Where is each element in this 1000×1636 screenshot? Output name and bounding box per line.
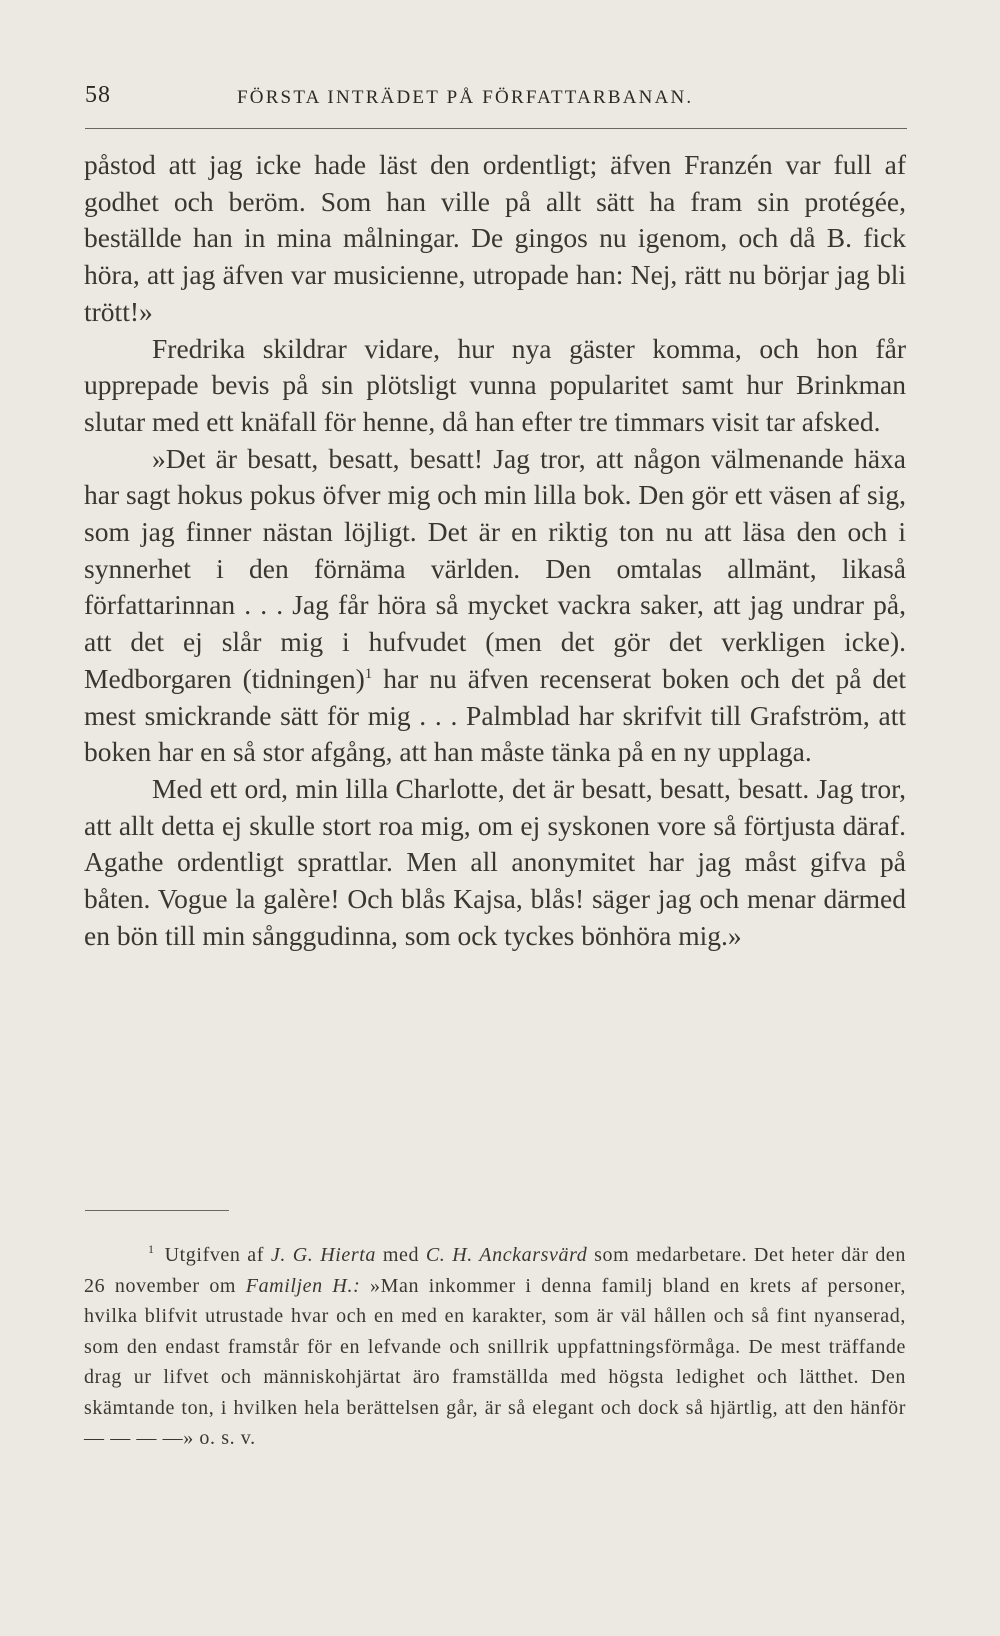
footnote-text — [84, 1240, 906, 1454]
paragraph-3-text-a: »Det är besatt, besatt, besatt! Jag tror, att någon välmenande häxa har sagt hokus pokus öfver mig och min lilla bok. Den gör ett väsen af sig, som jag finner nästan löjligt. Det är en riktig ton nu att läsa den och i synnerhet i den förnäma världen. Den omtalas allmänt, likaså författarinnan . . . Jag får höra så mycket vackra saker, att jag undrar på, att det ej slår mig i hufvudet (men det gör det verkligen icke). Medborgaren (tidningen) — [84, 442, 906, 694]
paragraph-1: påstod att jag icke hade läst den ordentligt; äfven Franzén var full af godhet och beröm. Som han ville på allt sätt ha fram sin protégée, beställde han in mina målningar. De gingos nu igenom, och då B. fick höra, att jag äfven var musicienne, utropade han: Nej, rätt nu börjar jag bli trött!» — [84, 149, 906, 327]
running-head — [85, 82, 907, 122]
page-number: 58 — [85, 82, 111, 108]
paragraph-2: Fredrika skildrar vidare, hur nya gäster komma, och hon får upprepade bevis på sin plötsligt vunna popularitet samt hur Brinkman slutar med ett knäfall för henne, då han efter tre timmars visit tar afsked. — [84, 332, 906, 437]
footnote-part-1: Utgifven af — [164, 1244, 271, 1266]
footnote-part-3: som medarbetare. Det heter där den 26 november om — [84, 1244, 907, 1297]
header-rule — [85, 128, 907, 129]
footnote-name-2: C. H. Anckarsvärd — [425, 1244, 588, 1266]
footnote-name-1: J. G. Hierta — [270, 1244, 377, 1266]
body-text — [84, 147, 906, 954]
footnote — [84, 1240, 906, 1454]
footnote-rule — [85, 1210, 229, 1211]
paragraph-3-text-b: har nu äfven recenserat boken och det på det mest smickrande sätt för mig . . . Palmblad har skrifvit till Grafström, att boken har en så stor afgång, att han måste tänka på en ny upplaga. — [84, 662, 906, 768]
paragraph-3 — [84, 441, 906, 771]
footnote-mark: 1 — [148, 1242, 155, 1257]
footnote-part-2: med — [376, 1244, 426, 1266]
paragraph-4: Med ett ord, min lilla Charlotte, det är besatt, besatt, besatt. Jag tror, att allt detta ej skulle stort roa mig, om ej syskonen vore så förtjusta däraf. Agathe ordentligt sprattlar. Men all anonymitet har jag måst gifva på båten. Vogue la galère! Och blås Kajsa, blås! säger jag och menar därmed en bön till min sånggudinna, som ock tyckes bönhöra mig.» — [84, 772, 906, 951]
footnote-name-3: Familjen H.: — [245, 1274, 361, 1297]
footnote-part-4: »Man inkommer i denna familj bland en krets af personer, hvilka blifvit utrustade hvar och en med en karakter, som är väl hållen och så fint nyanserad, som den endast framstår för en lefvande och snillrik uppfattningsförmåga. De mest träffande drag ur lifvet och människohjärtat äro framställda med högsta ledighet och lätthet. Den skämtande ton, i hvilken hela berättelsen går, är så elegant och dock så hjärtlig, att den hänför — — — —» o. s. v. — [84, 1274, 906, 1449]
running-title: FÖRSTA INTRÄDET PÅ FÖRFATTARBANAN. — [237, 87, 694, 108]
footnote-reference: 1 — [364, 665, 373, 682]
